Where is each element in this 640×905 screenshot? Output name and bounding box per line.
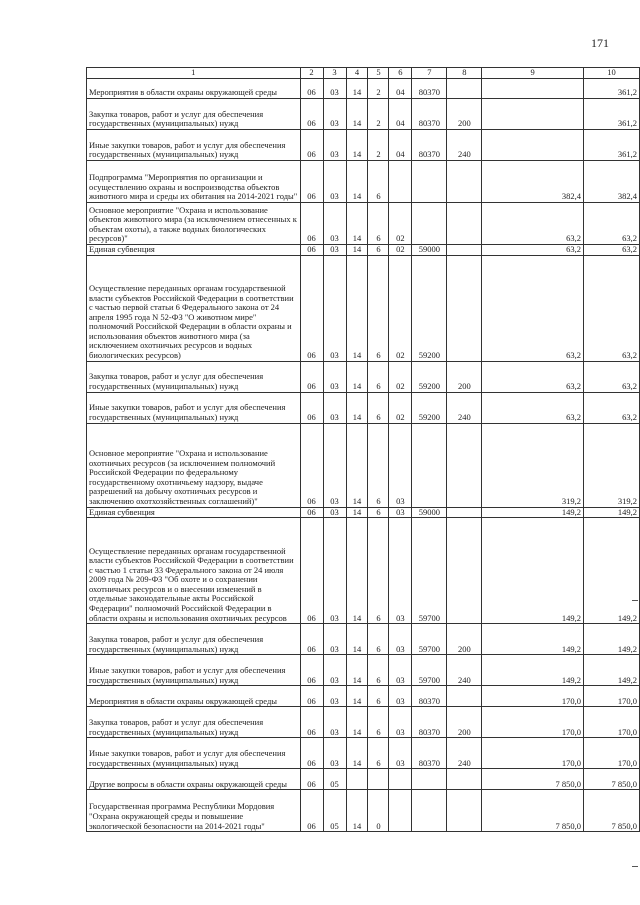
table-cell-amount-9: 149,2 [482,655,584,686]
table-cell-amount-10: 7 850,0 [584,769,640,790]
table-row [87,423,640,507]
table-cell-subprogram [368,769,389,790]
table-cell-expense-code: 59000 [412,245,447,256]
table-cell-amount-9: 170,0 [482,707,584,738]
table-cell-subprogram: 6 [368,161,389,203]
table-cell-expense-code: 80370 [412,686,447,707]
table-cell-description: Осуществление переданных органам государственной власти субъектов Российской Федерации в соответствии с частью первой статьи 6 Федерального закона от 24 апреля 1995 года N 52-ФЗ "О животном мире" полномочий Российской Федерации в области охраны и использования объектов животного мира (за исключением охотничьих ресурсов и водных биологических ресурсов) [87,255,301,361]
table-cell-expense-type [447,203,482,245]
table-cell-subprogram: 2 [368,130,389,161]
table-cell-description: Иные закупки товаров, работ и услуг для обеспечения государственных (муниципальных) нужд [87,738,301,769]
table-cell-section: 06 [300,707,323,738]
table-cell-expense-type: 240 [447,738,482,769]
table-cell-subsection: 03 [323,361,346,392]
table-cell-subsection: 03 [323,161,346,203]
table-cell-amount-9: 319,2 [482,423,584,507]
table-cell-subsection: 03 [323,518,346,624]
table-cell-subsection: 03 [323,392,346,423]
table-cell-expense-type: 200 [447,361,482,392]
table-cell-description: Закупка товаров, работ и услуг для обеспечения государственных (муниципальных) нужд [87,624,301,655]
table-cell-subprogram: 6 [368,518,389,624]
table-cell-program: 14 [346,423,368,507]
table-cell-description: Иные закупки товаров, работ и услуг для обеспечения государственных (муниципальных) нужд [87,655,301,686]
table-cell-expense-code: 59700 [412,655,447,686]
table-cell-expense-code: 59700 [412,624,447,655]
table-cell-amount-9 [482,99,584,130]
table-cell-expense-type: 200 [447,99,482,130]
table-cell-amount-10: 63,2 [584,203,640,245]
table-cell-expense-type [447,507,482,518]
table-cell-subprogram: 6 [368,361,389,392]
table-cell-subsection: 03 [323,245,346,256]
table-cell-amount-10: 149,2 [584,518,640,624]
table-cell-amount-9: 382,4 [482,161,584,203]
table-cell-main-measure: 02 [389,392,412,423]
table-cell-expense-type: 200 [447,624,482,655]
table-cell-amount-10: 361,2 [584,79,640,99]
table-cell-subprogram: 6 [368,245,389,256]
table-row [87,655,640,686]
table-cell-description: Закупка товаров, работ и услуг для обеспечения государственных (муниципальных) нужд [87,361,301,392]
table-cell-expense-code [412,161,447,203]
table-cell-expense-code: 80370 [412,707,447,738]
table-cell-subsection: 03 [323,686,346,707]
header-cell: 10 [584,68,640,79]
table-cell-program: 14 [346,203,368,245]
table-cell-main-measure: 03 [389,624,412,655]
table-cell-program: 14 [346,245,368,256]
table-cell-program: 14 [346,624,368,655]
table-cell-program: 14 [346,392,368,423]
table-cell-main-measure: 02 [389,203,412,245]
table-cell-subprogram: 2 [368,79,389,99]
table-cell-section: 06 [300,99,323,130]
table-row [87,392,640,423]
table-cell-expense-type [447,255,482,361]
table-cell-subprogram: 6 [368,655,389,686]
table-cell-description: Государственная программа Республики Мордовия "Охрана окружающей среды и повышение экологической безопасности на 2014-2021 годы" [87,790,301,832]
table-cell-main-measure [389,790,412,832]
table-cell-amount-9: 7 850,0 [482,769,584,790]
table-cell-amount-9 [482,130,584,161]
table-cell-amount-9 [482,79,584,99]
table-cell-subsection: 03 [323,255,346,361]
table-cell-expense-code: 80370 [412,79,447,99]
table-cell-subprogram: 6 [368,255,389,361]
table-cell-subsection: 03 [323,738,346,769]
table-cell-description: Подпрограмма "Мероприятия по организации и осуществлению охраны и воспроизводства объектов животного мира и среды их обитания на 2014-2021 годы" [87,161,301,203]
header-row [87,68,640,79]
table-cell-amount-9: 63,2 [482,245,584,256]
table-cell-subprogram: 6 [368,423,389,507]
table-cell-amount-9: 170,0 [482,686,584,707]
table-cell-program: 14 [346,707,368,738]
table-cell-main-measure: 03 [389,423,412,507]
margin-mark [632,600,638,601]
table-cell-description: Закупка товаров, работ и услуг для обеспечения государственных (муниципальных) нужд [87,99,301,130]
table-cell-description: Единая субвенция [87,245,301,256]
table-row [87,161,640,203]
table-cell-description: Иные закупки товаров, работ и услуг для обеспечения государственных (муниципальных) нужд [87,130,301,161]
table-cell-expense-code [412,203,447,245]
table-cell-expense-code [412,790,447,832]
table-cell-amount-9: 63,2 [482,255,584,361]
table-cell-expense-type [447,518,482,624]
table-cell-amount-9: 149,2 [482,518,584,624]
table-cell-subprogram: 0 [368,790,389,832]
table-cell-expense-type: 200 [447,707,482,738]
table-row [87,686,640,707]
table-cell-program: 14 [346,518,368,624]
table-cell-expense-code: 80370 [412,738,447,769]
table-row [87,255,640,361]
table-cell-section: 06 [300,655,323,686]
table-cell-expense-type [447,769,482,790]
table-row [87,790,640,832]
table-cell-amount-10: 361,2 [584,99,640,130]
table-cell-amount-10: 170,0 [584,686,640,707]
table-cell-amount-9: 149,2 [482,624,584,655]
table-cell-subsection: 03 [323,130,346,161]
table-cell-program: 14 [346,361,368,392]
table-cell-section: 06 [300,255,323,361]
table-cell-subsection: 03 [323,99,346,130]
table-cell-amount-9: 63,2 [482,203,584,245]
table-row [87,738,640,769]
budget-table [86,67,640,832]
table-cell-description: Мероприятия в области охраны окружающей среды [87,79,301,99]
table-cell-amount-10: 149,2 [584,655,640,686]
table-row [87,79,640,99]
table-cell-amount-10: 319,2 [584,423,640,507]
table-cell-expense-type [447,686,482,707]
header-cell: 1 [87,68,301,79]
table-row [87,203,640,245]
table-cell-main-measure [389,769,412,790]
table-cell-section: 06 [300,245,323,256]
table-cell-expense-type [447,245,482,256]
table-cell-subsection: 03 [323,624,346,655]
header-cell: 6 [389,68,412,79]
table-row [87,130,640,161]
table-cell-section: 06 [300,203,323,245]
table-cell-description: Единая субвенция [87,507,301,518]
table-cell-expense-code: 59200 [412,255,447,361]
table-row [87,769,640,790]
table-row [87,707,640,738]
table-cell-section: 06 [300,79,323,99]
table-cell-subprogram: 6 [368,707,389,738]
table-row [87,507,640,518]
table-row [87,518,640,624]
table-cell-main-measure: 03 [389,686,412,707]
table-cell-main-measure: 02 [389,255,412,361]
table-row [87,624,640,655]
table-cell-main-measure: 02 [389,245,412,256]
table-cell-subsection: 03 [323,203,346,245]
table-cell-program: 14 [346,686,368,707]
table-cell-amount-10: 7 850,0 [584,790,640,832]
table-cell-subprogram: 6 [368,392,389,423]
table-cell-section: 06 [300,769,323,790]
table-cell-section: 06 [300,686,323,707]
table-cell-subsection: 03 [323,79,346,99]
table-cell-section: 06 [300,423,323,507]
table-cell-amount-10: 63,2 [584,255,640,361]
table-cell-amount-9: 7 850,0 [482,790,584,832]
table-cell-main-measure: 03 [389,738,412,769]
table-cell-subprogram: 6 [368,203,389,245]
table-cell-subprogram: 6 [368,686,389,707]
table-row [87,245,640,256]
table-cell-amount-9: 63,2 [482,361,584,392]
table-cell-amount-10: 170,0 [584,707,640,738]
table-cell-description: Закупка товаров, работ и услуг для обеспечения государственных (муниципальных) нужд [87,707,301,738]
table-cell-expense-code: 80370 [412,130,447,161]
table-cell-expense-type [447,79,482,99]
header-cell: 4 [346,68,368,79]
table-cell-description: Основное мероприятие "Охрана и использование охотничьих ресурсов (за исключением полномочий Российской Федерации по федеральному государственному охотничьему надзору, выдаче разрешений на добычу охотничьих ресурсов и заключению охотхозяйственных соглашений)" [87,423,301,507]
table-cell-subsection: 05 [323,790,346,832]
table-cell-expense-code [412,769,447,790]
table-cell-section: 06 [300,392,323,423]
table-cell-section: 06 [300,361,323,392]
table-cell-program: 14 [346,790,368,832]
table-cell-description: Другие вопросы в области охраны окружающей среды [87,769,301,790]
table-cell-description: Иные закупки товаров, работ и услуг для обеспечения государственных (муниципальных) нужд [87,392,301,423]
table-cell-amount-10: 63,2 [584,392,640,423]
table-cell-program: 14 [346,79,368,99]
table-cell-program [346,769,368,790]
header-cell: 7 [412,68,447,79]
table-cell-main-measure: 03 [389,507,412,518]
header-cell: 9 [482,68,584,79]
table-cell-description: Мероприятия в области охраны окружающей среды [87,686,301,707]
table-cell-program: 14 [346,130,368,161]
table-cell-subprogram: 2 [368,99,389,130]
table-cell-main-measure: 04 [389,99,412,130]
table-cell-subprogram: 6 [368,507,389,518]
table-cell-main-measure: 03 [389,707,412,738]
table-cell-expense-code: 80370 [412,99,447,130]
table-cell-expense-type: 240 [447,655,482,686]
table-cell-subsection: 05 [323,769,346,790]
table-cell-amount-10: 149,2 [584,624,640,655]
table-cell-subprogram: 6 [368,738,389,769]
table-cell-expense-type [447,790,482,832]
table-cell-expense-type: 240 [447,392,482,423]
header-cell: 5 [368,68,389,79]
table-cell-amount-9: 170,0 [482,738,584,769]
table-cell-section: 06 [300,507,323,518]
table-cell-amount-10: 63,2 [584,361,640,392]
table-cell-amount-10: 63,2 [584,245,640,256]
table-cell-section: 06 [300,738,323,769]
header-cell: 3 [323,68,346,79]
header-cell: 2 [300,68,323,79]
table-cell-expense-code: 59200 [412,361,447,392]
table-cell-section: 06 [300,161,323,203]
table-cell-amount-10: 361,2 [584,130,640,161]
table-cell-amount-10: 170,0 [584,738,640,769]
table-cell-subsection: 03 [323,707,346,738]
table-row [87,99,640,130]
table-cell-amount-10: 149,2 [584,507,640,518]
table-cell-program: 14 [346,507,368,518]
table-cell-main-measure [389,161,412,203]
table-cell-program: 14 [346,161,368,203]
table-cell-expense-code [412,423,447,507]
table-cell-program: 14 [346,738,368,769]
table-cell-amount-10: 382,4 [584,161,640,203]
table-cell-subsection: 03 [323,507,346,518]
table-cell-section: 06 [300,624,323,655]
table-cell-expense-type: 240 [447,130,482,161]
table-cell-expense-type [447,423,482,507]
table-cell-program: 14 [346,255,368,361]
table-cell-main-measure: 03 [389,655,412,686]
table-cell-amount-9: 149,2 [482,507,584,518]
table-cell-subsection: 03 [323,423,346,507]
table-cell-expense-code: 59700 [412,518,447,624]
table-cell-section: 06 [300,790,323,832]
table-cell-expense-code: 59200 [412,392,447,423]
table-cell-section: 06 [300,130,323,161]
table-cell-program: 14 [346,655,368,686]
table-cell-program: 14 [346,99,368,130]
table-cell-expense-type [447,161,482,203]
table-cell-expense-code: 59000 [412,507,447,518]
table-cell-amount-9: 63,2 [482,392,584,423]
table-cell-section: 06 [300,518,323,624]
table-cell-description: Основное мероприятие "Охрана и использование объектов животного мира (за исключением отнесенных к объектам охоты), а также водных биологических ресурсов)" [87,203,301,245]
table-row [87,361,640,392]
table-cell-main-measure: 04 [389,130,412,161]
page-number: 171 [591,36,609,50]
table-cell-main-measure: 03 [389,518,412,624]
table-cell-description: Осуществление переданных органам государственной власти субъектов Российской Федерации в соответствии с частью 1 статьи 33 Федерального закона от 24 июля 2009 года № 209-ФЗ "Об охоте и о сохранении охотничьих ресурсов и о внесении изменений в отдельные законодательные акты Российской Федерации" полномочий Российской Федерации в области охраны и использования охотничьих ресурсов [87,518,301,624]
table-cell-subsection: 03 [323,655,346,686]
header-cell: 8 [447,68,482,79]
margin-mark [632,866,638,867]
table-cell-subprogram: 6 [368,624,389,655]
table-cell-main-measure: 02 [389,361,412,392]
table-cell-main-measure: 04 [389,79,412,99]
